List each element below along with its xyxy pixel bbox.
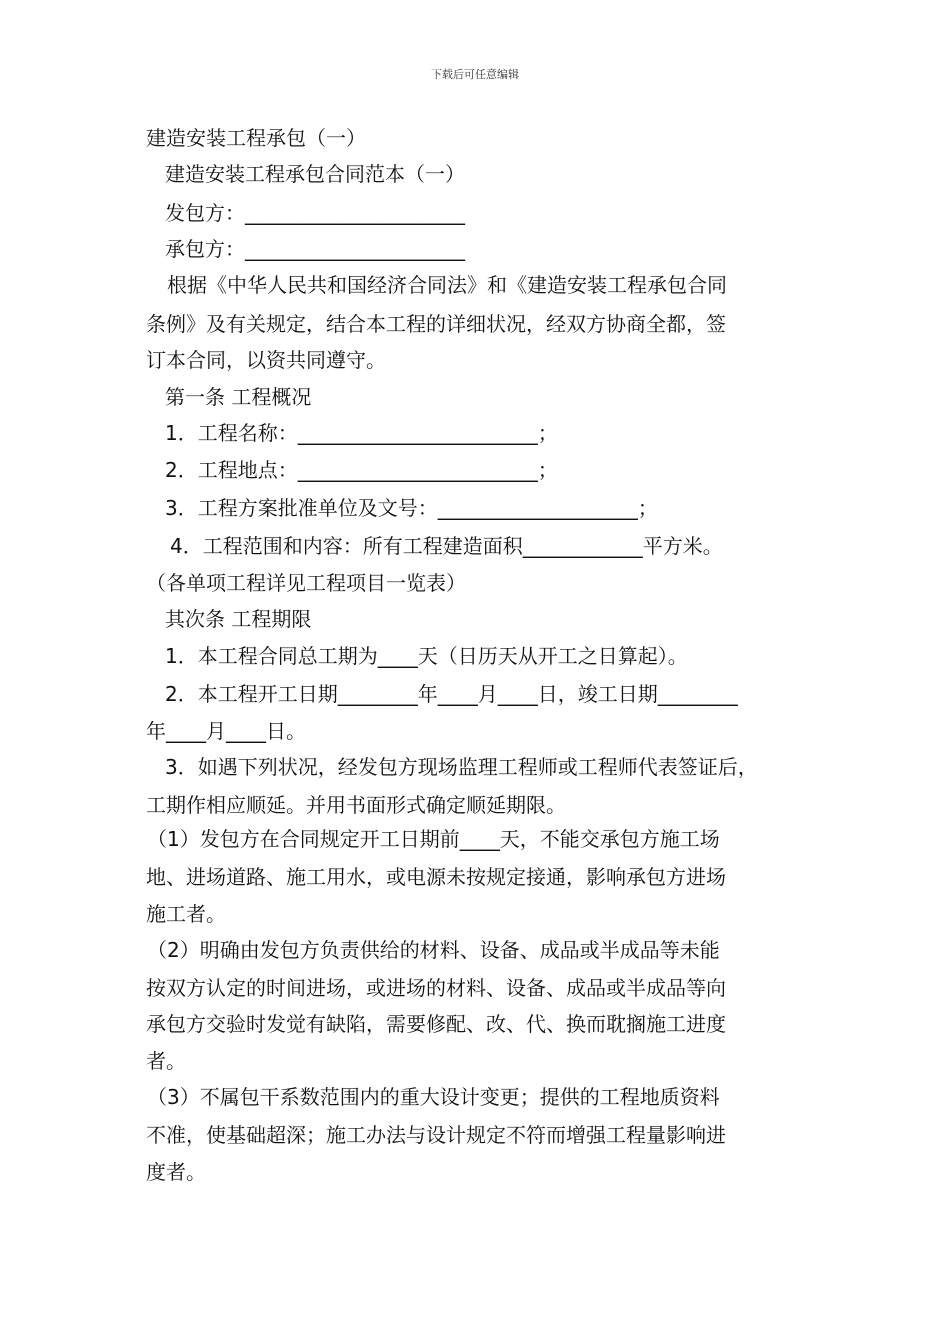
- clause-line: 3．如遇下列状况，经发包方现场监理工程师或工程师代表签证后，: [165, 755, 758, 779]
- clause-line: 工期作相应顺延。并用书面形式确定顺延期限。: [146, 793, 566, 817]
- sub-clause-line: 施工者。: [146, 902, 226, 926]
- preamble-line: 条例》及有关规定，结合本工程的详细状况，经双方协商全都，签: [146, 312, 726, 336]
- contract-subtitle: 建造安装工程承包合同范本（一）: [165, 162, 465, 186]
- clause-line: 2．工程地点：________________________；: [165, 458, 558, 482]
- article-heading: 其次条 工程期限: [165, 607, 312, 631]
- clause-line: （各单项工程详见工程项目一览表）: [146, 571, 466, 595]
- party-b-line: 承包方：______________________: [165, 237, 465, 261]
- clause-line: 1．工程名称：________________________；: [165, 421, 558, 445]
- preamble-line: 订本合同，以资共同遵守。: [146, 348, 386, 372]
- sub-clause-line: 地、进场道路、施工用水，或电源未按规定接通，影响承包方进场: [146, 865, 726, 889]
- sub-clause-line: 按双方认定的时间进场，或进场的材料、设备、成品或半成品等向: [146, 976, 726, 1000]
- clause-line: 4．工程范围和内容：所有工程建造面积____________平方米。: [170, 534, 723, 558]
- sub-clause-line: （2）明确由发包方负责供给的材料、设备、成品或半成品等未能: [147, 938, 720, 962]
- party-a-line: 发包方：______________________: [165, 201, 465, 225]
- sub-clause-line: 承包方交验时发觉有缺陷，需要修配、改、代、换而耽搁施工进度: [146, 1012, 726, 1036]
- article-heading: 第一条 工程概况: [165, 385, 312, 409]
- clause-line: 3．工程方案批准单位及文号：____________________；: [165, 496, 658, 520]
- clause-line: 2．本工程开工日期________年____月____日，竣工日期________: [165, 682, 738, 706]
- preamble-line: 根据《中华人民共和国经济合同法》和《建造安装工程承包合同: [167, 273, 727, 297]
- document-title: 建造安装工程承包（一）: [146, 126, 366, 150]
- clause-line: 年____月____日。: [146, 719, 306, 743]
- sub-clause-line: （1）发包方在合同规定开工日期前____天，不能交承包方施工场: [147, 827, 720, 851]
- sub-clause-line: （3）不属包干系数范围内的重大设计变更；提供的工程地质资料: [147, 1085, 720, 1109]
- sub-clause-line: 不准，使基础超深；施工办法与设计规定不符而增强工程量影响进: [146, 1123, 726, 1147]
- sub-clause-line: 者。: [146, 1049, 186, 1073]
- sub-clause-line: 度者。: [146, 1160, 206, 1184]
- clause-line: 1．本工程合同总工期为____天（日历天从开工之日算起）。: [165, 644, 688, 668]
- header-note: 下载后可任意编辑: [431, 68, 519, 81]
